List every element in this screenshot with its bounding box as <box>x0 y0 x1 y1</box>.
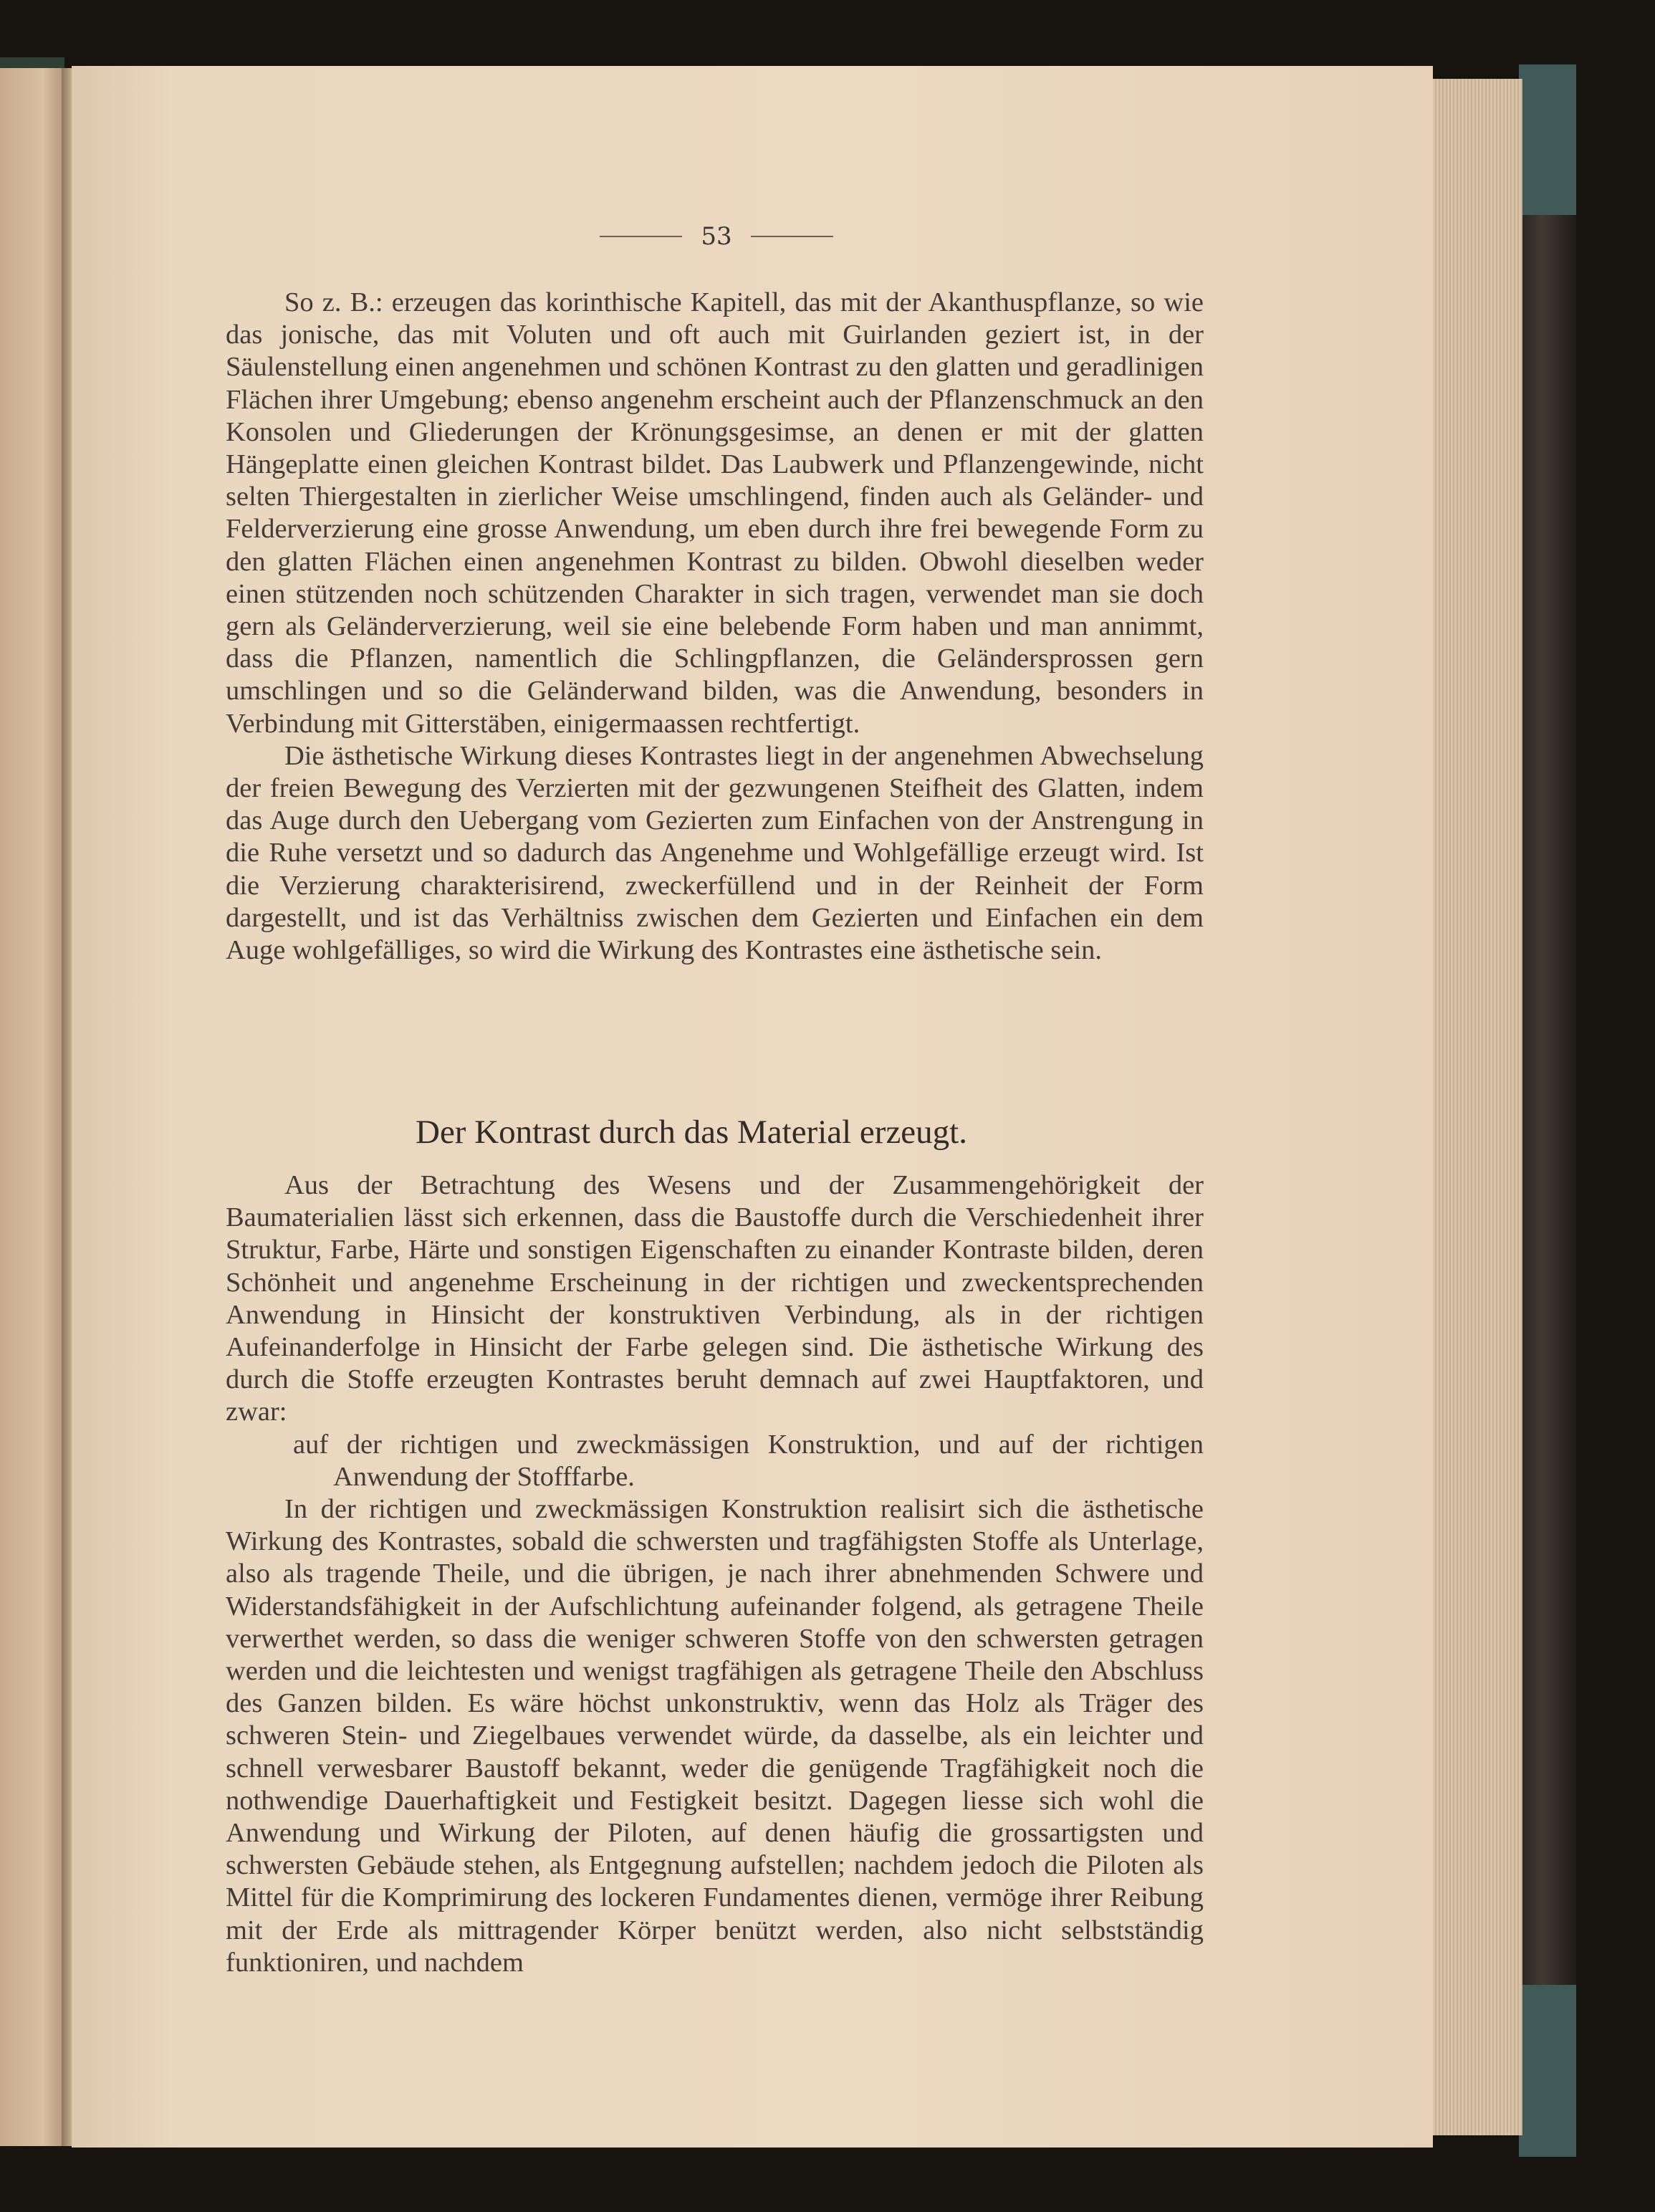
paragraph: Die ästhetische Wirkung dieses Kontrastes liegt in der angenehmen Abwechselung der freien Bewegung des Verzierten mit der gezwungenen Steifheit des Glatten, indem das Auge durch den Uebergang vom Gezierten zum Einfachen von der Anstrengung in die Ruhe versetzt und so dadurch das Angenehme und Wohlgefällige erzeugt wird. Ist die Verzierung charakterisirend, zweckerfüllend und in der Reinheit der Form dargestellt, und ist das Verhältniss zwischen dem Gezierten und Einfachen ein dem Auge wohlgefälliges, so wird die Wirkung des Kontrastes eine ästhetische sein. <box>226 740 1204 966</box>
paragraph: Aus der Betrachtung des Wesens und der Zusammengehörigkeit der Baumaterialien lässt sich erkennen, dass die Baustoffe durch die Verschiedenheit ihrer Struktur, Farbe, Härte und sonstigen Eigenschaften zu einander Kontraste bilden, deren Schönheit und angenehme Erscheinung in der richtigen und zweckentsprechenden Anwendung in Hinsicht der konstruktiven Verbindung, als in der richtigen Aufeinanderfolge in Hinsicht der Farbe gelegen sind. Die ästhetische Wirkung des durch die Stoffe erzeugten Kontrastes beruht demnach auf zwei Hauptfaktoren, und zwar: <box>226 1170 1204 1427</box>
header-rule-right <box>751 236 833 237</box>
page-block-edges <box>1429 79 1522 2135</box>
left-page-edge <box>0 68 62 2146</box>
cover-cloth-corner-bottom <box>1519 1985 1576 2157</box>
cover-cloth-corner-top <box>1519 64 1576 215</box>
paragraph: So z. B.: erzeugen das korinthische Kapitell, das mit der Akanthuspflanze, so wie das jonische, das mit Voluten und oft auch mit Guirlanden geziert ist, in der Säulenstellung einen angenehmen und schönen Kontrast zu den glatten und geradlinigen Flächen ihrer Umgebung; ebenso angenehm erscheint auch der Pflanzenschmuck an den Konsolen und Gliederungen der Krönungsgesimse, an denen er mit der glatten Hängeplatte einen gleichen Kontrast bildet. Das Laubwerk und Pflanzengewinde, nicht selten Thiergestalten in zierlicher Weise umschlingend, finden auch als Geländer- und Felderverzierung eine grosse Anwendung, um eben durch ihre frei bewegende Form zu den glatten Flächen einen angenehmen Kontrast zu bilden. Obwohl dieselben weder einen stützenden noch schützenden Charakter in sich tragen, verwendet man sie doch gern als Geländerverzierung, weil sie eine belebende Form haben und man annimmt, dass die Pflanzen, namentlich die Schlingpflanzen, die Geländersprossen gern umschlingen und so die Geländerwand bilden, was die Anwendung, besonders in Verbindung mit Gitterstäben, einigermaassen rechtfertigt. <box>226 287 1204 739</box>
paragraph: In der richtigen und zweckmässigen Konstruktion realisirt sich die ästhetische Wirkung des Kontrastes, sobald die schwersten und tragfähigsten Stoffe als Unterlage, also als tragende Theile, und die übrigen, je nach ihrer abnehmenden Schwere und Widerstandsfähigkeit in der Aufschlichtung aufeinander folgend, als getragene Theile verwerthet werden, so dass die weniger schweren Stoffe von den schwersten getragen werden und die leichtesten und wenigst tragfähigen als getragene Theile den Abschluss des Ganzen bilden. Es wäre höchst unkonstruktiv, wenn das Holz als Träger des schweren Stein- und Ziegelbaues verwendet würde, da dasselbe, als ein leichter und schnell verwesbarer Baustoff bekannt, weder die genügende Tragfähigkeit noch die nothwendige Dauerhaftigkeit und Festigkeit besitzt. Dagegen liesse sich wohl die Anwendung und Wirkung der Piloten, auf denen häufig die grossartigsten und schwersten Gebäude stehen, als Entgegnung aufstellen; nachdem jedoch die Piloten als Mittel für die Komprimirung des lockeren Fundamentes dienen, vermöge ihrer Reibung mit der Erde als mittragender Körper benützt werden, also nicht selbstständig funktioniren, und nachdem <box>226 1494 1204 1978</box>
paragraph-list-item: auf der richtigen und zweckmässigen Konstruktion, und auf der richtigen Anwendung der Stofffarbe. <box>293 1429 1204 1492</box>
header-rule-left <box>600 236 682 237</box>
section-heading: Der Kontrast durch das Material erzeugt. <box>416 1114 967 1151</box>
back-cover <box>1520 68 1576 2157</box>
text-block-bottom <box>226 1169 1204 1979</box>
text-block-top <box>226 287 1204 967</box>
page-header <box>587 215 845 258</box>
page-number: 53 <box>701 222 732 251</box>
